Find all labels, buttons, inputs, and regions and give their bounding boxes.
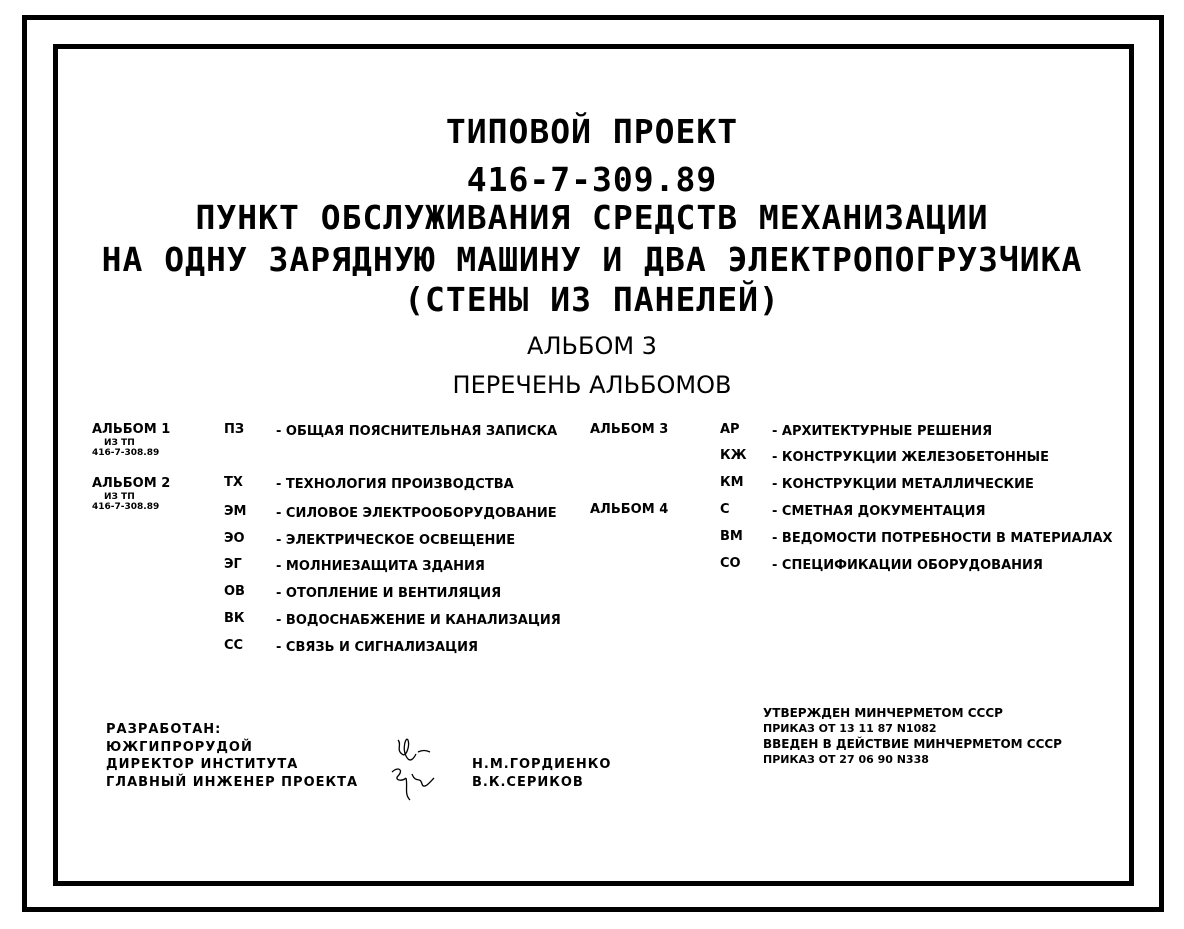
section-code: ВК	[224, 611, 245, 626]
section-description: - МОЛНИЕЗАЩИТА ЗДАНИЯ	[276, 559, 485, 574]
section-description: - КОНСТРУКЦИИ ЖЕЛЕЗОБЕТОННЫЕ	[772, 450, 1049, 465]
chief-engineer-name: В.К.СЕРИКОВ	[472, 775, 584, 790]
section-description: - КОНСТРУКЦИИ МЕТАЛЛИЧЕСКИЕ	[772, 477, 1034, 492]
title-project-name-2: НА ОДНУ ЗАРЯДНУЮ МАШИНУ И ДВА ЭЛЕКТРОПОГРУЗЧИКА	[101, 240, 1083, 279]
section-description: - ЭЛЕКТРИЧЕСКОЕ ОСВЕЩЕНИЕ	[276, 533, 516, 548]
album-label: АЛЬБОМ 1	[92, 422, 171, 437]
section-description: - СИЛОВОЕ ЭЛЕКТРООБОРУДОВАНИЕ	[276, 506, 557, 521]
section-code: ПЗ	[224, 422, 245, 437]
section-code: ЭГ	[224, 557, 242, 572]
section-code: СО	[720, 556, 741, 571]
section-code: ОВ	[224, 584, 245, 599]
director-name: Н.М.ГОРДИЕНКО	[472, 757, 612, 772]
section-description: - СПЕЦИФИКАЦИИ ОБОРУДОВАНИЯ	[772, 558, 1043, 573]
chief-engineer-role: ГЛАВНЫЙ ИНЖЕНЕР ПРОЕКТА	[106, 775, 359, 790]
album-label: АЛЬБОМ 3	[590, 422, 669, 437]
approval-order-1: ПРИКАЗ ОТ 13 11 87 N1082	[763, 722, 937, 735]
section-description: - ОТОПЛЕНИЕ И ВЕНТИЛЯЦИЯ	[276, 586, 502, 601]
album-source: ИЗ ТП	[104, 438, 135, 448]
section-code: С	[720, 502, 730, 517]
section-description: - СВЯЗЬ И СИГНАЛИЗАЦИЯ	[276, 640, 479, 655]
title-project-type: ТИПОВОЙ ПРОЕКТ	[445, 112, 739, 151]
section-description: - ОБЩАЯ ПОЯСНИТЕЛЬНАЯ ЗАПИСКА	[276, 424, 558, 439]
developer-organization: ЮЖГИПРОРУДОЙ	[106, 740, 253, 755]
section-code: ВМ	[720, 529, 743, 544]
album-source-number: 416-7-308.89	[92, 502, 160, 512]
section-code: СС	[224, 638, 244, 653]
developer-label: РАЗРАБОТАН:	[106, 722, 222, 737]
section-code: АР	[720, 422, 740, 437]
section-code: ЭО	[224, 531, 245, 546]
album-source: ИЗ ТП	[104, 492, 135, 502]
section-description: - ВЕДОМОСТИ ПОТРЕБНОСТИ В МАТЕРИАЛАХ	[772, 531, 1113, 546]
section-description: - ТЕХНОЛОГИЯ ПРОИЗВОДСТВА	[276, 477, 514, 492]
approval-order-2: ПРИКАЗ ОТ 27 06 90 N338	[763, 753, 929, 766]
approval-line-2: ВВЕДЕН В ДЕЙСТВИЕ МИНЧЕРМЕТОМ СССР	[763, 737, 1062, 751]
section-code: ЭМ	[224, 504, 247, 519]
album-source-number: 416-7-308.89	[92, 448, 160, 458]
title-project-name-3: (СТЕНЫ ИЗ ПАНЕЛЕЙ)	[404, 280, 780, 319]
title-project-name-1: ПУНКТ ОБСЛУЖИВАНИЯ СРЕДСТВ МЕХАНИЗАЦИИ	[195, 198, 989, 237]
section-code: КЖ	[720, 448, 747, 463]
section-code: ТХ	[224, 475, 243, 490]
chief-engineer-signature	[386, 764, 446, 804]
section-code: КМ	[720, 475, 744, 490]
section-description: - СМЕТНАЯ ДОКУМЕНТАЦИЯ	[772, 504, 986, 519]
section-description: - ВОДОСНАБЖЕНИЕ И КАНАЛИЗАЦИЯ	[276, 613, 561, 628]
title-project-number: 416-7-309.89	[466, 160, 718, 199]
album-label: АЛЬБОМ 2	[92, 476, 171, 491]
album-label: АЛЬБОМ 4	[590, 502, 669, 517]
album-number: АЛЬБОМ 3	[527, 332, 657, 360]
director-role: ДИРЕКТОР ИНСТИТУТА	[106, 757, 299, 772]
section-description: - АРХИТЕКТУРНЫЕ РЕШЕНИЯ	[772, 424, 993, 439]
album-list-title: ПЕРЕЧЕНЬ АЛЬБОМОВ	[452, 371, 732, 399]
approval-line-1: УТВЕРЖДЕН МИНЧЕРМЕТОМ СССР	[763, 706, 1003, 720]
